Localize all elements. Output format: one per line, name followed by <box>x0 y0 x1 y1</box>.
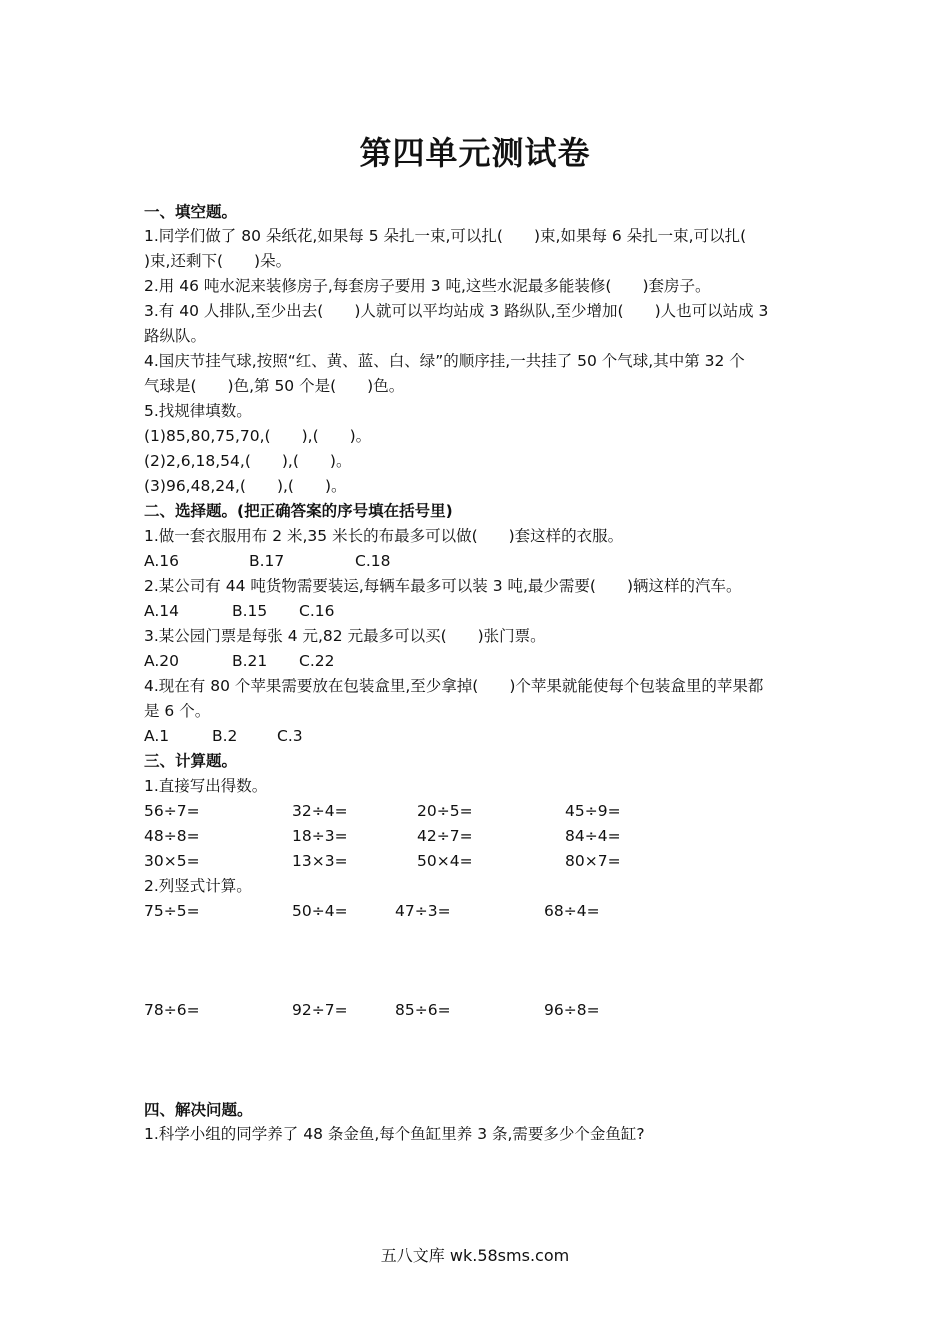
oral-item: 84÷4= <box>565 827 621 845</box>
oral-item: 30×5= <box>144 852 200 870</box>
choice-3-option-b: B.21 <box>232 652 268 670</box>
question-5: 5.找规律填数。 <box>144 402 252 420</box>
question-5-part-3: (3)96,48,24,( ),( )。 <box>144 477 347 495</box>
question-1-line-2: )束,还剩下( )朵。 <box>144 252 292 270</box>
choice-1-option-a: A.16 <box>144 552 179 570</box>
problem-question-1: 1.科学小组的同学养了 48 条金鱼,每个鱼缸里养 3 条,需要多少个金鱼缸? <box>144 1125 645 1143</box>
calc-question-2: 2.列竖式计算。 <box>144 877 252 895</box>
section-heading-fill-blank: 一、填空题。 <box>144 203 238 221</box>
oral-item: 18÷3= <box>292 827 348 845</box>
vertical-calc-item: 78÷6= <box>144 1001 200 1019</box>
choice-4-option-c: C.3 <box>277 727 303 745</box>
choice-question-4-line-2: 是 6 个。 <box>144 702 211 720</box>
choice-1-option-b: B.17 <box>249 552 285 570</box>
vertical-calc-item: 96÷8= <box>544 1001 600 1019</box>
section-heading-choice: 二、选择题。(把正确答案的序号填在括号里) <box>144 502 453 520</box>
oral-item: 56÷7= <box>144 802 200 820</box>
choice-3-option-c: C.22 <box>299 652 335 670</box>
calc-question-1: 1.直接写出得数。 <box>144 777 268 795</box>
question-3-line-1: 3.有 40 人排队,至少出去( )人就可以平均站成 3 路纵队,至少增加( )人也可以站成 3 <box>144 302 769 320</box>
vertical-calc-item: 85÷6= <box>395 1001 451 1019</box>
question-1-line-1: 1.同学们做了 80 朵纸花,如果每 5 朵扎一束,可以扎( )束,如果每 6 朵扎一束,可以扎( <box>144 227 747 245</box>
oral-item: 20÷5= <box>417 802 473 820</box>
oral-item: 80×7= <box>565 852 621 870</box>
choice-1-option-c: C.18 <box>355 552 391 570</box>
question-4-line-2: 气球是( )色,第 50 个是( )色。 <box>144 377 405 395</box>
vertical-calc-item: 68÷4= <box>544 902 600 920</box>
oral-item: 45÷9= <box>565 802 621 820</box>
section-heading-calculation: 三、计算题。 <box>144 752 238 770</box>
vertical-calc-item: 50÷4= <box>292 902 348 920</box>
oral-item: 50×4= <box>417 852 473 870</box>
choice-2-option-b: B.15 <box>232 602 268 620</box>
oral-item: 48÷8= <box>144 827 200 845</box>
choice-4-option-b: B.2 <box>212 727 238 745</box>
oral-item: 32÷4= <box>292 802 348 820</box>
vertical-calc-item: 92÷7= <box>292 1001 348 1019</box>
question-2: 2.用 46 吨水泥来装修房子,每套房子要用 3 吨,这些水泥最多能装修( )套房子。 <box>144 277 711 295</box>
choice-question-2: 2.某公司有 44 吨货物需要装运,每辆车最多可以装 3 吨,最少需要( )辆这样的汽车。 <box>144 577 742 595</box>
choice-question-3: 3.某公园门票是每张 4 元,82 元最多可以买( )张门票。 <box>144 627 546 645</box>
footer-watermark: 五八文库 wk.58sms.com <box>380 1246 570 1265</box>
section-heading-problem-solving: 四、解决问题。 <box>144 1101 253 1119</box>
choice-3-option-a: A.20 <box>144 652 179 670</box>
choice-question-4-line-1: 4.现在有 80 个苹果需要放在包装盒里,至少拿掉( )个苹果就能使每个包装盒里的苹果都 <box>144 677 764 695</box>
choice-question-1: 1.做一套衣服用布 2 米,35 米长的布最多可以做( )套这样的衣服。 <box>144 527 624 545</box>
choice-2-option-c: C.16 <box>299 602 335 620</box>
oral-item: 42÷7= <box>417 827 473 845</box>
question-5-part-2: (2)2,6,18,54,( ),( )。 <box>144 452 352 470</box>
vertical-calc-item: 75÷5= <box>144 902 200 920</box>
question-4-line-1: 4.国庆节挂气球,按照“红、黄、蓝、白、绿”的顺序挂,一共挂了 50 个气球,其中第 32 个 <box>144 352 745 370</box>
question-3-line-2: 路纵队。 <box>144 327 207 345</box>
question-5-part-1: (1)85,80,75,70,( ),( )。 <box>144 427 372 445</box>
choice-4-option-a: A.1 <box>144 727 170 745</box>
choice-2-option-a: A.14 <box>144 602 179 620</box>
vertical-calc-item: 47÷3= <box>395 902 451 920</box>
oral-item: 13×3= <box>292 852 348 870</box>
page-title: 第四单元测试卷 <box>359 134 591 172</box>
